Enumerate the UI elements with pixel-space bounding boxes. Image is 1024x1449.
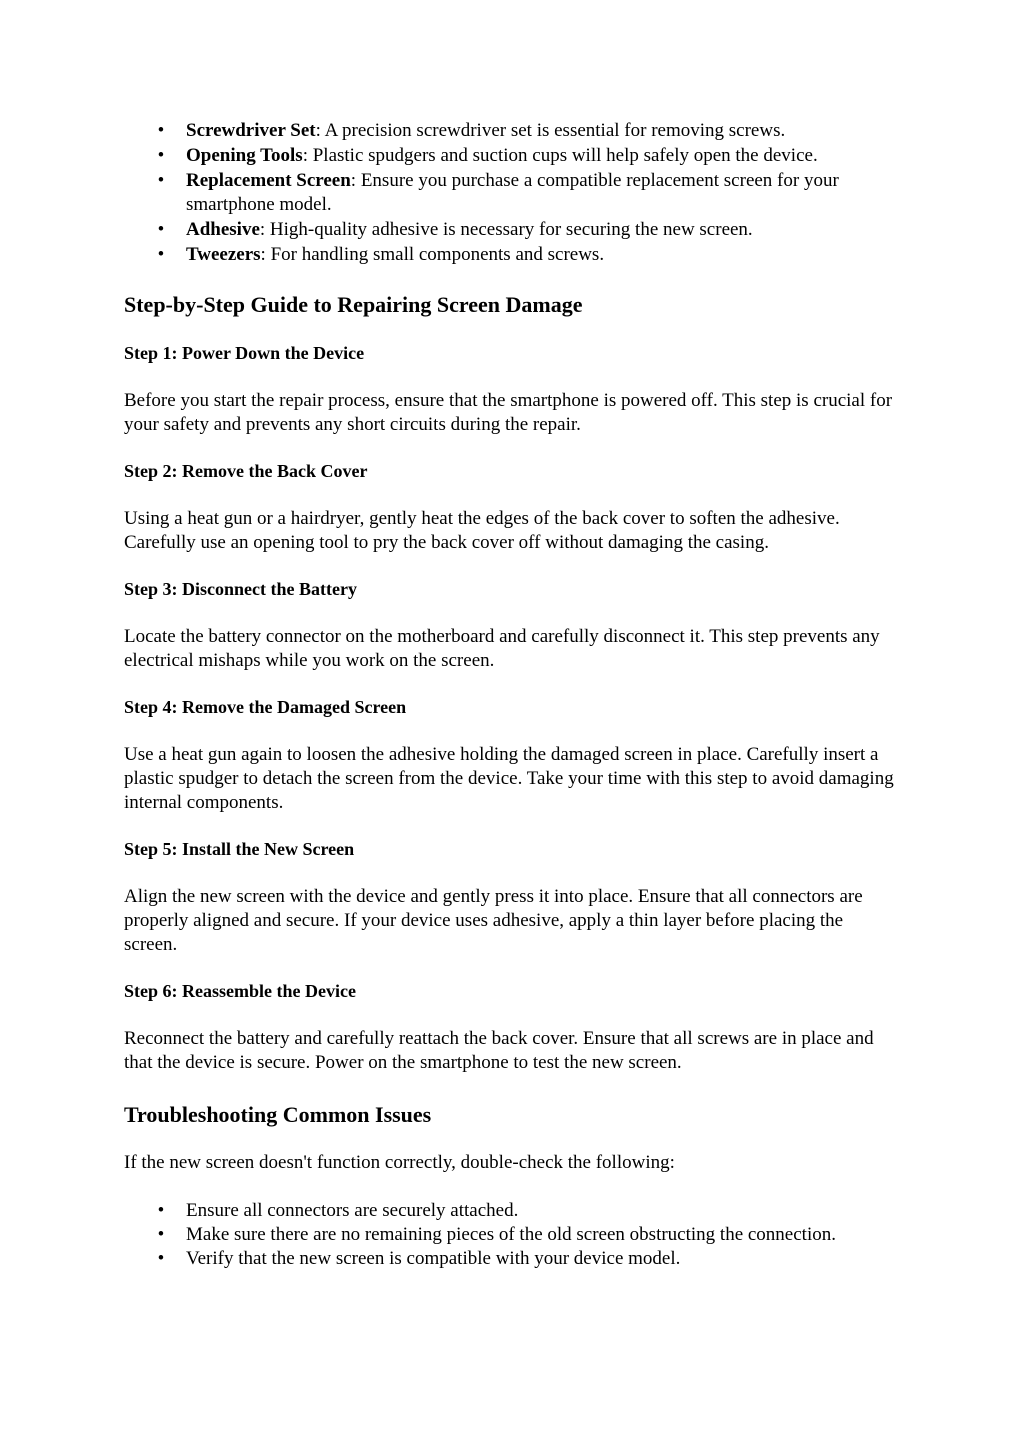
list-item <box>124 144 900 168</box>
troubleshooting-intro: If the new screen doesn't function correctly, double-check the following: <box>124 1152 675 1173</box>
bullet-icon: • <box>157 219 165 240</box>
list-item <box>124 169 900 217</box>
list-item <box>124 218 900 242</box>
document-page <box>124 119 900 1271</box>
bullet-icon: • <box>157 244 165 265</box>
step-block <box>124 341 900 437</box>
tool-description: : Plastic spudgers and suction cups will help safely open the device. <box>302 145 818 166</box>
step-paragraph: Use a heat gun again to loosen the adhesive holding the damaged screen in place. Carefully insert a plastic spudger to detach the screen from the device. Take your time with this step to avoid damaging internal components. <box>124 744 894 813</box>
tool-name: Replacement Screen <box>186 170 351 191</box>
bullet-icon: • <box>157 1248 165 1269</box>
section-heading-troubleshooting: Troubleshooting Common Issues <box>124 1102 432 1127</box>
step-heading: Step 6: Reassemble the Device <box>124 981 356 1001</box>
tool-name: Screwdriver Set <box>186 120 316 141</box>
list-item <box>124 1199 900 1223</box>
step-block <box>124 695 900 815</box>
list-item <box>124 1223 900 1247</box>
check-text: Ensure all connectors are securely attached. <box>186 1200 519 1221</box>
list-item <box>124 119 900 143</box>
bullet-icon: • <box>157 1224 165 1245</box>
bullet-icon: • <box>157 145 165 166</box>
tool-description: : For handling small components and screws. <box>260 244 605 265</box>
tool-name: Adhesive <box>186 219 260 240</box>
tool-name: Tweezers <box>186 244 261 265</box>
tool-description: : A precision screwdriver set is essential for removing screws. <box>315 120 786 141</box>
check-text: Verify that the new screen is compatible with your device model. <box>186 1248 681 1269</box>
bullet-icon: • <box>157 120 165 141</box>
step-block <box>124 459 900 555</box>
tool-description: : High-quality adhesive is necessary for securing the new screen. <box>259 219 753 240</box>
tool-description: : Ensure you purchase a compatible replacement screen for your smartphone model. <box>186 170 839 215</box>
bullet-icon: • <box>157 1200 165 1221</box>
list-item <box>124 1247 900 1271</box>
tools-list <box>124 119 900 267</box>
tool-name: Opening Tools <box>186 145 303 166</box>
step-heading: Step 3: Disconnect the Battery <box>124 579 357 599</box>
step-heading: Step 1: Power Down the Device <box>124 343 365 363</box>
step-paragraph: Locate the battery connector on the motherboard and carefully disconnect it. This step prevents any electrical mishaps while you work on the screen. <box>124 626 880 671</box>
step-heading: Step 4: Remove the Damaged Screen <box>124 697 407 717</box>
step-heading: Step 5: Install the New Screen <box>124 839 355 859</box>
step-block <box>124 979 900 1075</box>
bullet-icon: • <box>157 170 165 191</box>
step-block <box>124 837 900 957</box>
check-text: Make sure there are no remaining pieces of the old screen obstructing the connection. <box>186 1224 836 1245</box>
section-heading-guide: Step-by-Step Guide to Repairing Screen Damage <box>124 292 583 317</box>
step-heading: Step 2: Remove the Back Cover <box>124 461 368 481</box>
step-paragraph: Before you start the repair process, ensure that the smartphone is powered off. This step is crucial for your safety and prevents any short circuits during the repair. <box>124 390 893 435</box>
step-block <box>124 577 900 673</box>
checks-list <box>124 1199 900 1271</box>
step-paragraph: Using a heat gun or a hairdryer, gently heat the edges of the back cover to soften the adhesive. Carefully use an opening tool to pry the back cover off without damaging the casing. <box>124 508 840 553</box>
step-paragraph: Align the new screen with the device and gently press it into place. Ensure that all connectors are properly aligned and secure. If your device uses adhesive, apply a thin layer before placing the screen. <box>124 886 863 955</box>
list-item <box>124 243 900 267</box>
step-paragraph: Reconnect the battery and carefully reattach the back cover. Ensure that all screws are in place and that the device is secure. Power on the smartphone to test the new screen. <box>124 1028 874 1073</box>
